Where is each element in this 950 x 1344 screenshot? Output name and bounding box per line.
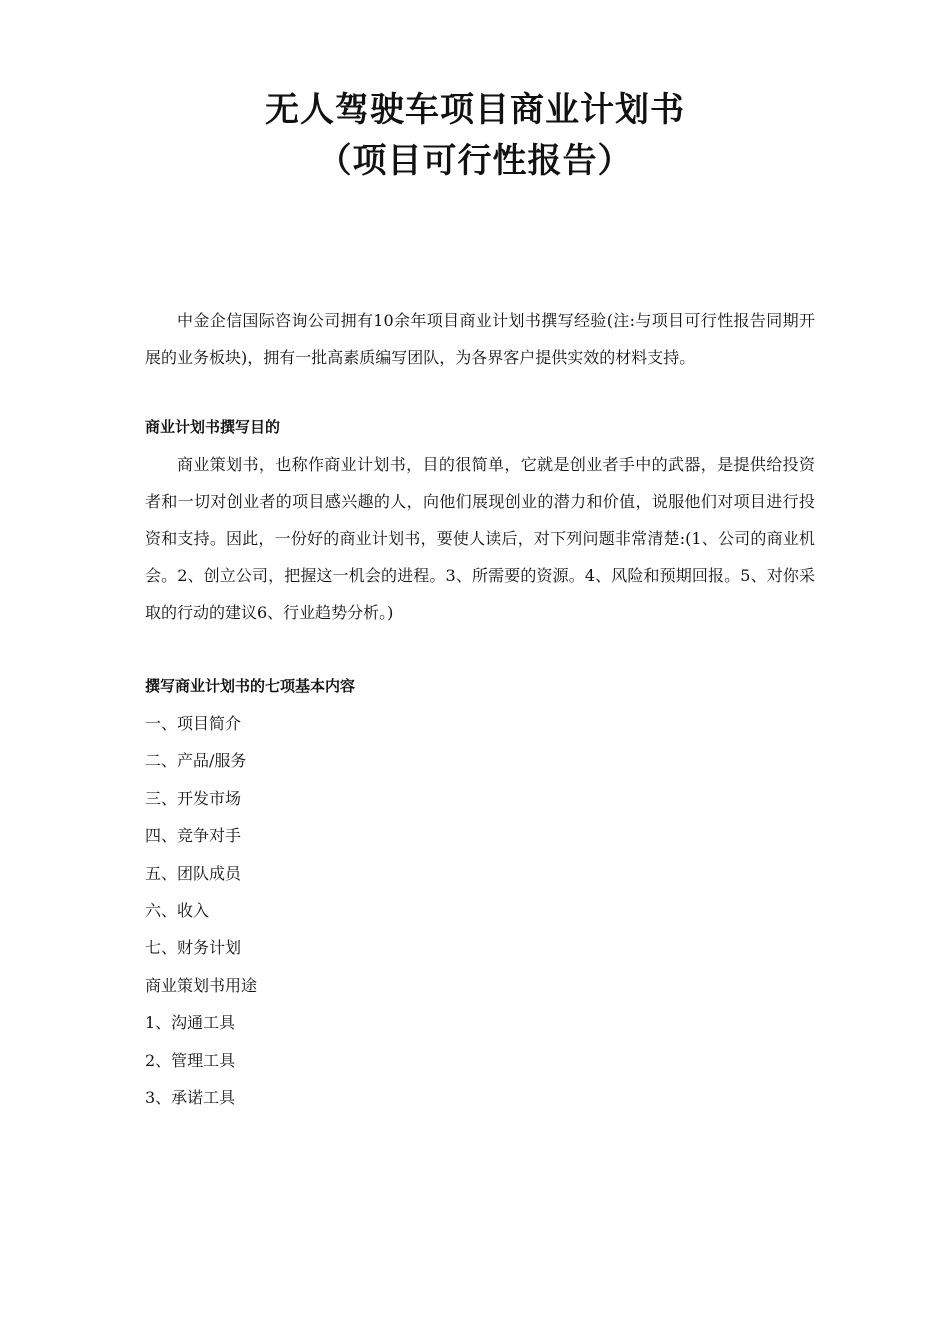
section-heading-purpose: 商业计划书撰写目的: [145, 418, 281, 436]
list-item: 二、产品/服务: [145, 751, 247, 771]
list-item: 五、团队成员: [145, 863, 242, 883]
intro-paragraph: 中金企信国际咨询公司拥有10余年项目商业计划书撰写经验(注:与项目可行性报告同期开展的业务板块)，拥有一批高素质编写团队，为各界客户提供实效的材料支持。: [145, 311, 815, 367]
list-item: 2、管理工具: [145, 1050, 236, 1070]
document-body: [145, 302, 815, 1116]
list-item: 一、项目简介: [145, 714, 242, 733]
list-item: 1、沟通工具: [145, 1013, 236, 1033]
list-item: 四、竞争对手: [145, 826, 242, 846]
list-item: 3、承诺工具: [145, 1088, 236, 1108]
section-heading-contents: 撰写商业计划书的七项基本内容: [145, 677, 356, 695]
spacer: [145, 376, 815, 409]
list-item: 六、收入: [145, 901, 210, 921]
spacer: [145, 631, 815, 668]
document-title: 无人驾驶车项目商业计划书: [265, 90, 685, 130]
section-heading-usage: 商业策划书用途: [145, 975, 258, 995]
list-item: 七、财务计划: [145, 938, 242, 958]
list-item: 三、开发市场: [145, 788, 242, 808]
purpose-paragraph: 商业策划书，也称作商业计划书，目的很简单，它就是创业者手中的武器，是提供给投资者和一切对创业者的项目感兴趣的人，向他们展现创业的潜力和价值，说服他们对项目进行投资和支持。因此，一份好的商业计划书，要使人读后，对下列问题非常清楚:(1、公司的商业机会。2、创立公司，把握这一机会的进程。3、所需要的资源。4、风险和预期回报。5、对你采取的行动的建议6、行业趋势分析。): [145, 455, 815, 622]
document-subtitle: （项目可行性报告）: [317, 141, 633, 181]
